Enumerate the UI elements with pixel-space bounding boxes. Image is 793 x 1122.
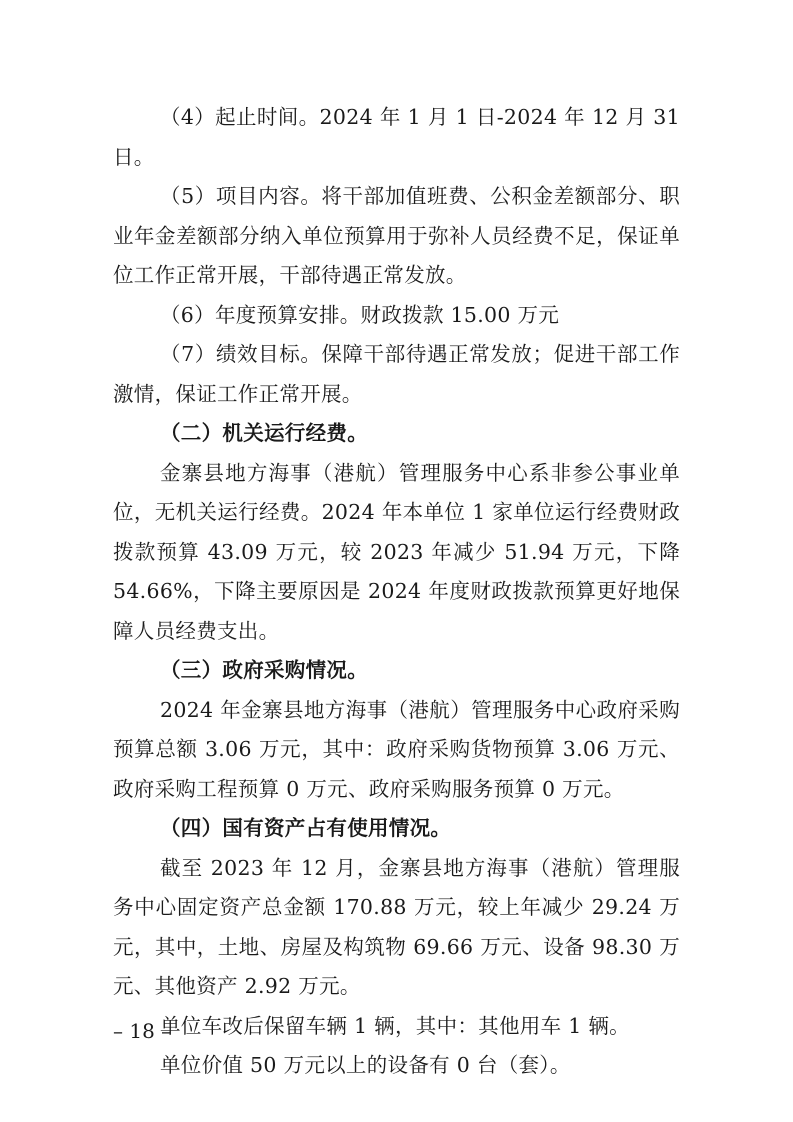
heading-state-assets: （四）国有资产占有使用情况。 <box>160 816 452 840</box>
paragraph-performance-target: （7）绩效目标。保障干部待遇正常发放；促进干部工作激情，保证工作正常开展。 <box>113 342 680 406</box>
paragraph-vehicles: 单位车改后保留车辆 1 辆，其中：其他用车 1 辆。 <box>160 1013 630 1038</box>
paragraph-project-content: （5）项目内容。将干部加值班费、公积金差额部分、职业年金差额部分纳入单位预算用于弥补人员经费不足，保证单位工作正常开展，干部待遇正常发放。 <box>113 184 680 287</box>
paragraph-equipment: 单位价值 50 万元以上的设备有 0 台（套）。 <box>160 1053 571 1077</box>
page-number: – 18 – <box>113 1019 172 1043</box>
paragraph-government-procurement: 2024 年金寨县地方海事（港航）管理服务中心政府采购预算总额 3.06 万元，其中：政府采购货物预算 3.06 万元、政府采购工程预算 0 万元、政府采购服务预算 0 万元。 <box>113 697 680 801</box>
document-body <box>113 98 680 1086</box>
heading-operating-expenses: （二）机关运行经费。 <box>160 421 368 445</box>
paragraph-fixed-assets: 截至 2023 年 12 月，金寨县地方海事（港航）管理服务中心固定资产总金额 170.88 万元，较上年减少 29.24 万元，其中，土地、房屋及构筑物 69.66 万元、设备 98.30 万元、其他资产 2.92 万元。 <box>113 855 680 998</box>
heading-government-procurement: （三）政府采购情况。 <box>160 658 368 682</box>
paragraph-project-period: （4）起止时间。2024 年 1 月 1 日-2024 年 12 月 31 日。 <box>113 105 680 169</box>
paragraph-operating-expenses: 金寨县地方海事（港航）管理服务中心系非参公事业单位，无机关运行经费。2024 年本单位 1 家单位运行经费财政拨款预算 43.09 万元，较 2023 年减少 51.94 万元，下降 54.66%，下降主要原因是 2024 年度财政拨款预算更好地保障人员经费支出。 <box>113 460 680 643</box>
paragraph-budget-arrangement: （6）年度预算安排。财政拨款 15.00 万元 <box>160 302 560 327</box>
